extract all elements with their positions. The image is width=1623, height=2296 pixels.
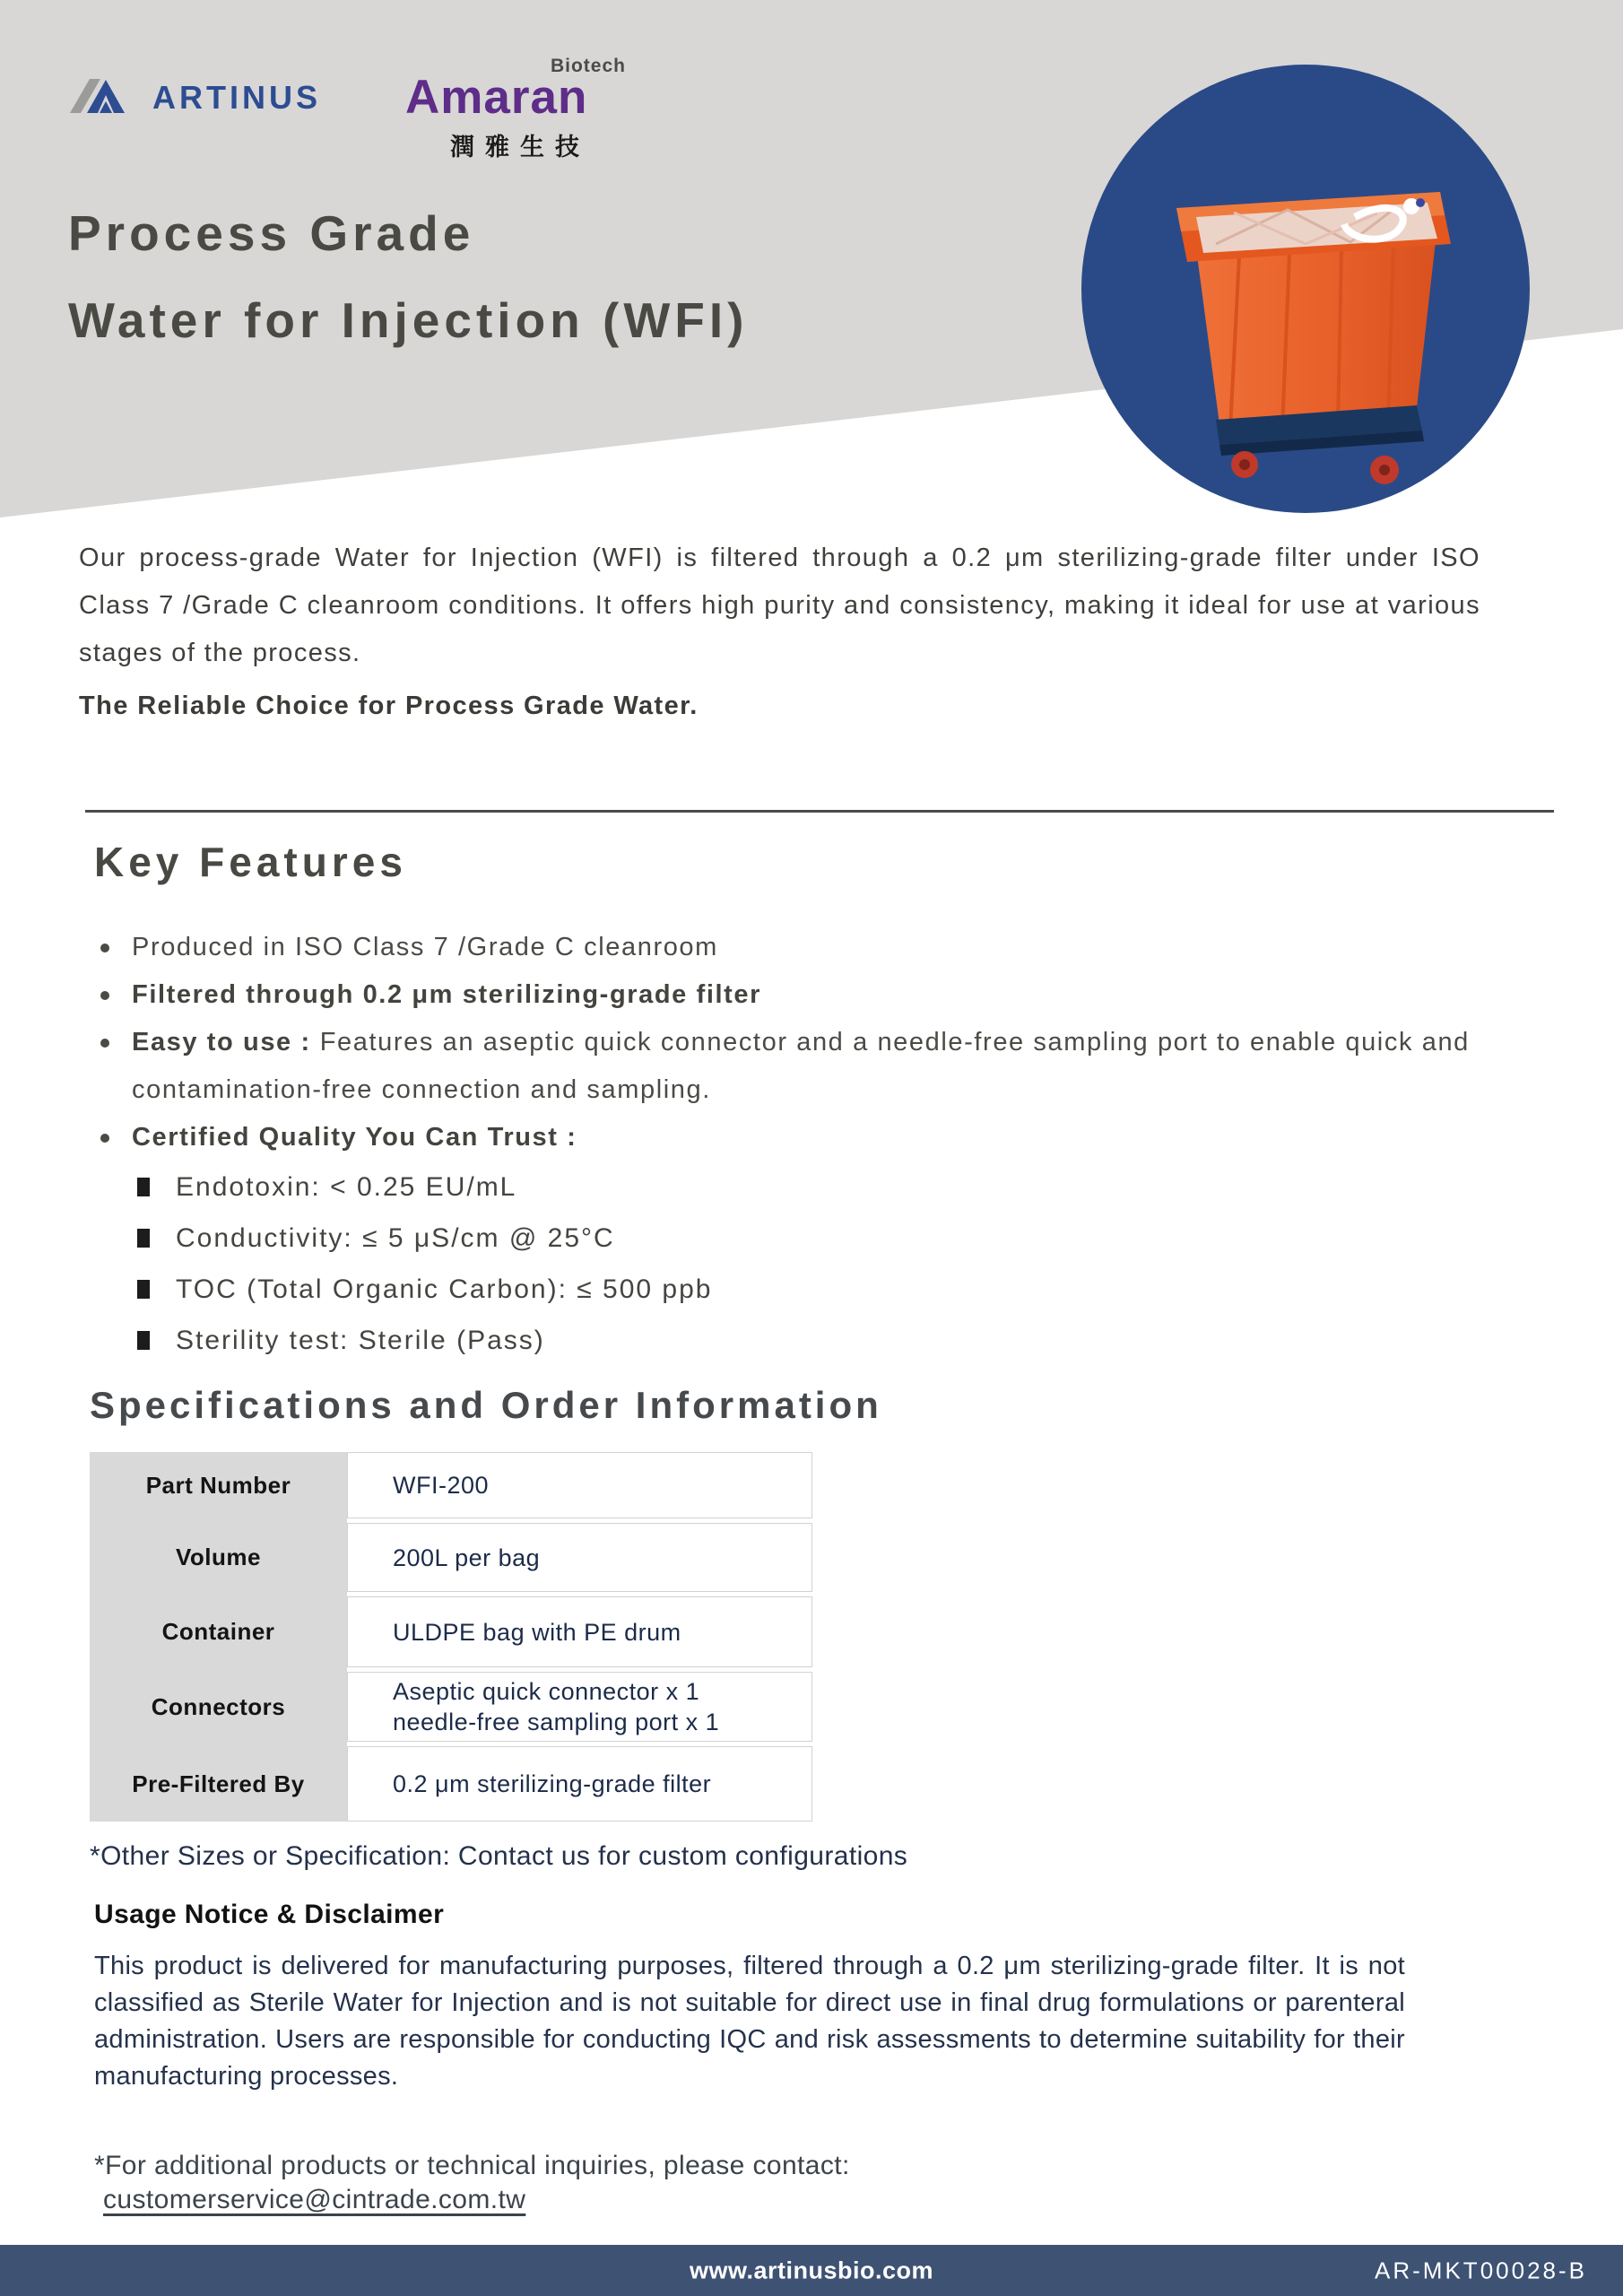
quality-text: Sterility test: Sterile (Pass) [176,1326,545,1355]
bullet-dot-icon [100,1039,109,1048]
feature-text: Filtered through 0.2 μm sterilizing-grade filter [132,980,762,1009]
bullet-dot-icon [100,991,109,1000]
spec-label: Pre-Filtered By [132,1770,305,1797]
feature-item [94,1019,1511,1114]
feature-item [94,1114,1511,1161]
custom-configurations-note: *Other Sizes or Specification: Contact us for custom configurations [90,1841,908,1871]
table-row [90,1523,812,1592]
feature-text: Features an aseptic quick connector and a needle-free sampling port to enable quick and contamination-free connection and sampling. [132,1028,1470,1104]
intro-section [79,535,1480,730]
amaran-logo [405,56,626,162]
amaran-chinese-text: 潤雅生技 [450,134,590,161]
footer-website: www.artinusbio.com [689,2257,934,2283]
bullet-square-icon [137,1331,150,1350]
feature-text: Produced in ISO Class 7 /Grade C cleanroom [132,933,718,961]
intro-paragraph: Our process-grade Water for Injection (WFI) is filtered through a 0.2 μm sterilizing-grade filter under ISO Class 7 /Grade C cleanroom conditions. It offers high purity and consistency, making it ideal for use at various stages of the process. [79,544,1480,667]
spec-value: 200L per bag [393,1544,541,1571]
specifications-heading: Specifications and Order Information [90,1384,882,1426]
spec-value: Aseptic quick connector x 1 [393,1678,700,1705]
bullet-square-icon [137,1229,150,1248]
spec-table [90,1452,812,1822]
artinus-logo [68,75,321,119]
key-features-heading: Key Features [94,839,407,885]
footer-bar [0,2245,1623,2296]
disclaimer-heading: Usage Notice & Disclaimer [94,1900,445,1929]
disclaimer-body: This product is delivered for manufacturing purposes, filtered through a 0.2 μm sterilizing-grade filter. It is not classified as Sterile Water for Injection and is not suitable for direct use in final drug formulations or parenteral administration. Users are responsible for conducting IQC and risk assessments to determine suitability for their manufacturing processes. [94,1952,1405,2091]
disclaimer-section [94,1900,1405,2095]
table-row [90,1596,812,1667]
section-divider-line [85,810,1554,813]
key-features-list [94,924,1511,1161]
wfi-container-illustration [1081,65,1530,513]
bullet-square-icon [137,1178,150,1196]
amaran-biotech-label: Biotech [550,56,626,76]
feature-item [94,924,1511,971]
spec-value: ULDPE bag with PE drum [393,1618,681,1646]
feature-item [94,971,1511,1019]
spec-value: 0.2 μm sterilizing-grade filter [393,1770,712,1797]
spec-label: Container [161,1618,275,1645]
spec-value-line2: needle-free sampling port x 1 [393,1709,720,1735]
bullet-dot-icon [100,1134,109,1143]
spec-label: Volume [176,1544,261,1570]
footer-document-code: AR-MKT00028-B [1375,2257,1587,2283]
spec-value: WFI-200 [393,1472,490,1499]
page-title-line1: Process Grade [68,205,475,261]
artinus-logo-text: ARTINUS [152,78,321,116]
quality-item [94,1161,1511,1213]
feature-text: Certified Quality You Can Trust : [132,1123,577,1152]
quality-item [94,1264,1511,1315]
intro-tagline: The Reliable Choice for Process Grade Water. [79,691,699,720]
page-title [68,190,748,364]
certified-quality-list [94,1161,1511,1366]
table-row [90,1672,812,1742]
table-row [90,1452,812,1518]
bullet-dot-icon [100,944,109,952]
spec-label: Part Number [145,1471,291,1499]
quality-item [94,1315,1511,1366]
table-row [90,1746,812,1822]
quality-text: Endotoxin: < 0.25 EU/mL [176,1172,517,1202]
bullet-square-icon [137,1280,150,1299]
quality-text: TOC (Total Organic Carbon): ≤ 500 ppb [176,1274,713,1304]
product-photo-circle [1081,65,1530,513]
quality-item [94,1213,1511,1264]
specifications-section [90,1384,1542,1872]
amaran-logo-text: Amaran [405,71,588,124]
page-title-line2: Water for Injection (WFI) [68,292,749,348]
quality-text: Conductivity: ≤ 5 μS/cm @ 25°C [176,1223,615,1253]
artinus-mountain-icon [68,75,135,119]
key-features-section [94,838,1511,1366]
spec-label: Connectors [151,1692,286,1720]
contact-section [94,2151,850,2215]
feature-label: Easy to use : [132,1028,311,1057]
contact-line: *For additional products or technical inquiries, please contact: [94,2151,850,2180]
contact-email-link[interactable]: customerservice@cintrade.com.tw [103,2185,526,2214]
